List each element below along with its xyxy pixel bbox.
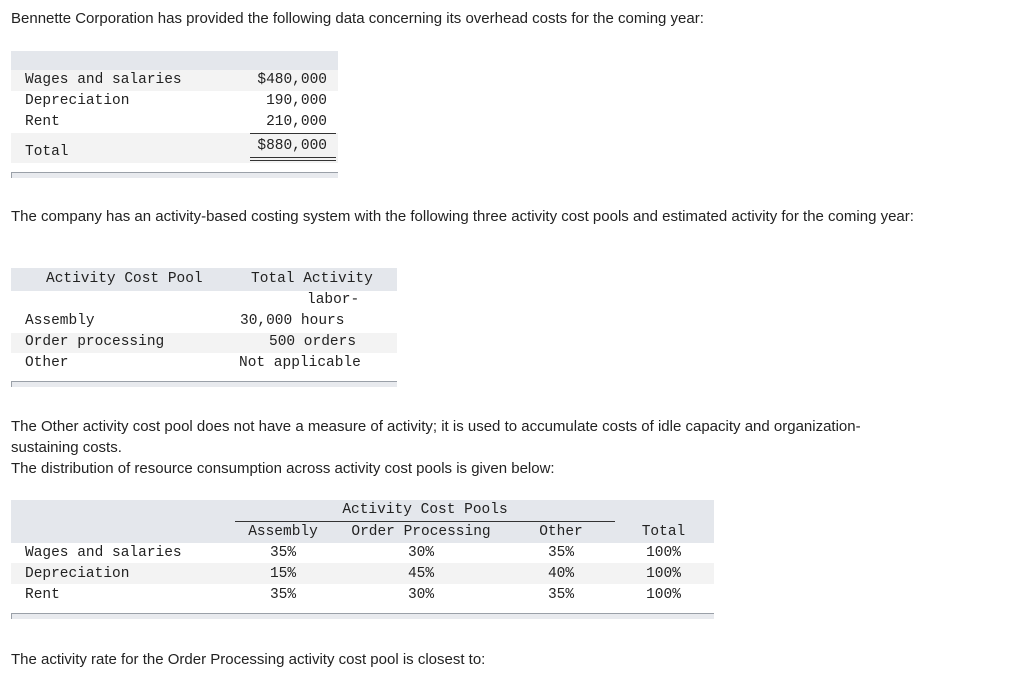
distribution-cell: 35% <box>547 545 575 561</box>
overhead-header-band <box>11 51 338 70</box>
distribution-cell: 100% <box>646 587 681 603</box>
distribution-cell: 35% <box>547 587 575 603</box>
overhead-total-label: Total <box>25 144 69 160</box>
distribution-table-bottom-bar <box>11 613 714 619</box>
distribution-row-label: Rent <box>25 587 60 603</box>
overhead-total-value: $880,000 <box>257 138 327 154</box>
overhead-table-bottom-bar <box>11 172 338 178</box>
distribution-group-header: Activity Cost Pools <box>342 502 508 518</box>
abc-text: The company has an activity-based costing system with the following three activity cost pools and estimated activity for the coming year: <box>11 208 914 225</box>
activity-value-other: Not applicable <box>239 355 361 371</box>
other-pool-text: The Other activity cost pool does not have a measure of activity; it is used to accumulate costs of idle capacity and organization-sustaining costs. <box>11 418 861 456</box>
distribution-col-assembly: Assembly <box>248 524 318 540</box>
overhead-value-rent: 210,000 <box>266 114 327 130</box>
overhead-value-wages: $480,000 <box>257 72 327 88</box>
distribution-cell: 45% <box>407 566 435 582</box>
overhead-value-depreciation: 190,000 <box>266 93 327 109</box>
activity-value-order-processing: 500 orders <box>269 334 357 350</box>
distribution-cell: 100% <box>646 566 681 582</box>
distribution-col-total: Total <box>641 524 686 540</box>
activity-value-assembly: 30,000 hours <box>240 313 345 329</box>
distribution-cell: 35% <box>269 587 297 603</box>
distribution-cell: 40% <box>547 566 575 582</box>
activity-pool-assembly: Assembly <box>25 313 95 329</box>
distribution-intro-text: The distribution of resource consumption across activity cost pools is given below: <box>11 460 555 477</box>
overhead-label-wages: Wages and salaries <box>25 72 182 88</box>
activity-table <box>11 268 397 390</box>
overhead-table <box>11 51 338 179</box>
activity-header-total: Total Activity <box>251 271 373 287</box>
activity-table-bottom-bar <box>11 381 397 387</box>
distribution-cell: 15% <box>269 566 297 582</box>
intro-text: Bennette Corporation has provided the following data concerning its overhead costs for the coming year: <box>11 10 704 27</box>
activity-pool-order-processing: Order processing <box>25 334 165 350</box>
overhead-total-line-2 <box>250 160 336 161</box>
distribution-cell: 30% <box>407 545 435 561</box>
distribution-cell: 35% <box>269 545 297 561</box>
overhead-label-rent: Rent <box>25 114 60 130</box>
question-text: The activity rate for the Order Processing activity cost pool is closest to: <box>11 651 486 668</box>
distribution-col-order-processing: Order Processing <box>351 524 491 540</box>
distribution-cell: 30% <box>407 587 435 603</box>
distribution-col-other: Other <box>539 524 583 540</box>
activity-header-pool: Activity Cost Pool <box>46 271 203 287</box>
activity-pool-other: Other <box>25 355 69 371</box>
overhead-label-depreciation: Depreciation <box>25 93 130 109</box>
activity-detail-labor: labor- <box>307 292 360 308</box>
overhead-total-line-1 <box>250 157 336 158</box>
distribution-cell: 100% <box>646 545 681 561</box>
overhead-sum-line <box>250 133 336 134</box>
distribution-table <box>11 500 714 622</box>
distribution-row-label: Wages and salaries <box>25 545 182 561</box>
distribution-row-label: Depreciation <box>25 566 130 582</box>
distribution-group-underline <box>235 521 615 522</box>
